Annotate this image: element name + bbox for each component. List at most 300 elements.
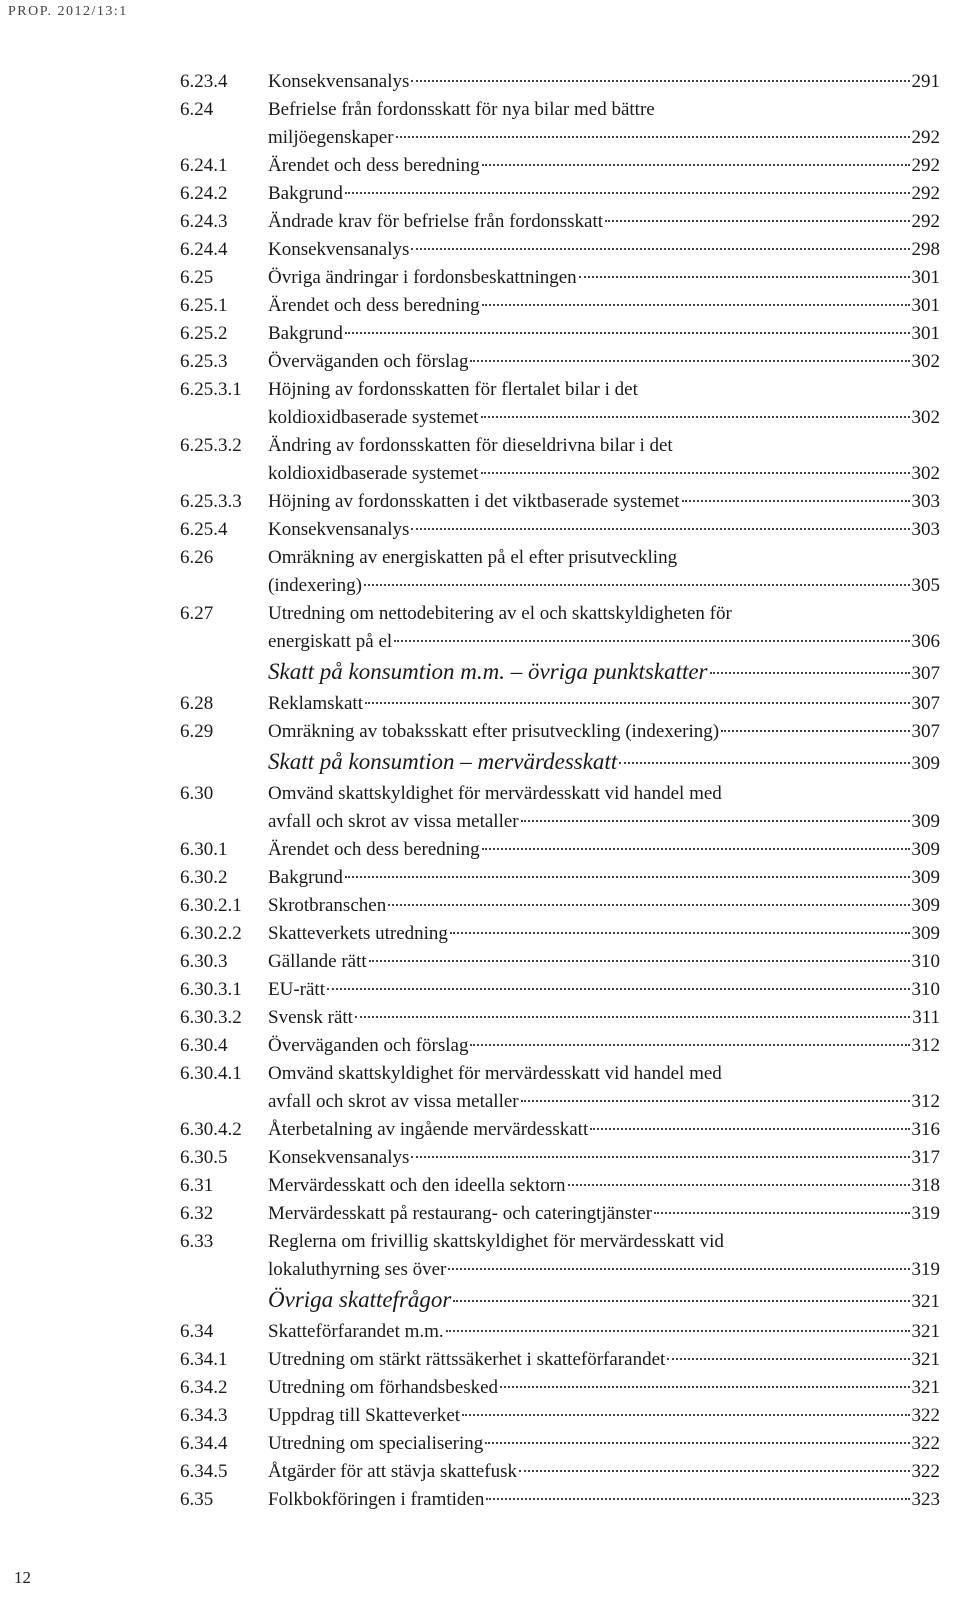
toc-entry-page: 301 bbox=[911, 323, 940, 344]
toc-entry-title bbox=[268, 544, 940, 600]
toc-entry[interactable] bbox=[180, 1116, 940, 1144]
dot-leader bbox=[519, 1470, 909, 1472]
toc-entry-text: Återbetalning av ingående mervärdesskatt bbox=[268, 1119, 589, 1140]
toc-entry-title bbox=[268, 920, 940, 948]
toc-entry-number: 6.30.3 bbox=[180, 951, 228, 972]
toc-entry-title-first-line: Befrielse från fordonsskatt för nya bilar med bättre bbox=[268, 99, 655, 120]
toc-entry-number: 6.34.4 bbox=[180, 1433, 228, 1454]
toc-entry-text: Bakgrund bbox=[268, 323, 343, 344]
toc-entry-number: 6.25.4 bbox=[180, 519, 228, 540]
toc-entry-text: Svensk rätt bbox=[268, 1007, 353, 1028]
toc-entry-text: Övriga skattefrågor bbox=[268, 1287, 452, 1312]
toc-entry-text: Konsekvensanalys bbox=[268, 519, 410, 540]
toc-entry-title bbox=[268, 1458, 940, 1486]
toc-entry[interactable] bbox=[180, 976, 940, 1004]
toc-entry-number: 6.30 bbox=[180, 783, 214, 804]
toc-entry-title bbox=[268, 376, 940, 432]
toc-entry-number: 6.27 bbox=[180, 603, 214, 624]
toc-entry-line bbox=[268, 320, 940, 348]
toc-entry-page: 312 bbox=[911, 1035, 940, 1056]
toc-entry-text: Utredning om förhandsbesked bbox=[268, 1377, 499, 1398]
toc-entry-line bbox=[268, 1402, 940, 1430]
toc-entry-title-first-line: Höjning av fordonsskatten för flertalet bilar i det bbox=[268, 379, 638, 400]
toc-entry[interactable] bbox=[180, 264, 940, 292]
toc-entry-page: 312 bbox=[911, 1091, 940, 1112]
dot-leader bbox=[446, 1330, 910, 1332]
toc-entry-number: 6.30.3.2 bbox=[180, 1007, 242, 1028]
toc-entry-text: Skrotbranschen bbox=[268, 895, 387, 916]
toc-entry-line bbox=[268, 264, 940, 292]
toc-entry-page: 292 bbox=[911, 155, 940, 176]
toc-entry-number: 6.25.3.1 bbox=[180, 379, 242, 400]
toc-entry-title bbox=[268, 1346, 940, 1374]
toc-entry-number: 6.24.4 bbox=[180, 239, 228, 260]
toc-entry-line bbox=[268, 1116, 940, 1144]
toc-entry-title-first-line: Omräkning av energiskatten på el efter prisutveckling bbox=[268, 547, 678, 568]
toc-entry-title bbox=[268, 96, 940, 152]
toc-entry-number: 6.26 bbox=[180, 547, 214, 568]
toc-entry-text: (indexering) bbox=[268, 575, 362, 596]
toc-entry-title bbox=[268, 1486, 940, 1514]
toc-entry-page: 321 bbox=[911, 1349, 940, 1370]
toc-entry-line bbox=[268, 746, 940, 780]
toc-entry-text: Omräkning av tobaksskatt efter prisutveckling (indexering) bbox=[268, 721, 720, 742]
toc-entry-page: 321 bbox=[911, 1321, 940, 1342]
dot-leader bbox=[462, 1414, 909, 1416]
toc-entry-page: 310 bbox=[911, 951, 940, 972]
toc-entry-line bbox=[268, 808, 940, 836]
dot-leader bbox=[345, 876, 910, 878]
toc-entry-line bbox=[268, 152, 940, 180]
toc-entry-line bbox=[268, 1032, 940, 1060]
toc-entry-number: 6.30.1 bbox=[180, 839, 228, 860]
toc-entry-page: 302 bbox=[911, 351, 940, 372]
toc-entry-line bbox=[268, 1004, 940, 1032]
toc-entry-title bbox=[268, 208, 940, 236]
toc-entry-page: 291 bbox=[911, 71, 940, 92]
toc-entry-line bbox=[268, 1284, 940, 1318]
toc-entry-number: 6.25.1 bbox=[180, 295, 228, 316]
toc-entry-number: 6.35 bbox=[180, 1489, 214, 1510]
toc-entry-line bbox=[268, 1486, 940, 1514]
toc-entry-line bbox=[268, 572, 940, 600]
toc-entry[interactable] bbox=[180, 96, 940, 152]
toc-entry-number: 6.32 bbox=[180, 1203, 214, 1224]
toc-entry-title bbox=[268, 1228, 940, 1284]
toc-entry-number: 6.28 bbox=[180, 693, 214, 714]
dot-leader bbox=[355, 1016, 910, 1018]
toc-entry-title bbox=[268, 1200, 940, 1228]
toc-entry-text: Konsekvensanalys bbox=[268, 1147, 410, 1168]
toc-entry[interactable] bbox=[180, 488, 940, 516]
toc-entry-title bbox=[268, 1374, 940, 1402]
dot-leader bbox=[481, 416, 910, 418]
toc-entry-number: 6.24.1 bbox=[180, 155, 228, 176]
toc-entry[interactable] bbox=[180, 1346, 940, 1374]
dot-leader bbox=[485, 1442, 909, 1444]
toc-entry-line bbox=[268, 1088, 940, 1116]
toc-entry-text: Konsekvensanalys bbox=[268, 71, 410, 92]
toc-entry[interactable] bbox=[180, 1004, 940, 1032]
dot-leader bbox=[411, 248, 909, 250]
toc-entry-title bbox=[268, 1172, 940, 1200]
toc-entry-text: lokaluthyrning ses över bbox=[268, 1259, 447, 1280]
toc-entry-title bbox=[268, 1318, 940, 1346]
dot-leader bbox=[411, 1156, 909, 1158]
toc-entry-number: 6.30.2.1 bbox=[180, 895, 242, 916]
toc-entry-line bbox=[268, 976, 940, 1004]
toc-entry[interactable] bbox=[180, 1458, 940, 1486]
toc-entry-title bbox=[268, 1116, 940, 1144]
toc-entry-line bbox=[268, 68, 940, 96]
toc-entry-title bbox=[268, 488, 940, 516]
toc-entry[interactable] bbox=[180, 780, 940, 836]
toc-entry-text: Reklamskatt bbox=[268, 693, 363, 714]
toc-section-heading[interactable] bbox=[180, 746, 940, 780]
toc-entry-number: 6.31 bbox=[180, 1175, 214, 1196]
dot-leader bbox=[394, 640, 909, 642]
toc-entry-page: 321 bbox=[911, 1291, 940, 1312]
toc-entry-line bbox=[268, 460, 940, 488]
toc-entry-page: 309 bbox=[911, 753, 940, 774]
toc-entry-number: 6.29 bbox=[180, 721, 214, 742]
toc-entry-title bbox=[268, 516, 940, 544]
toc-entry-title bbox=[268, 1430, 940, 1458]
dot-leader bbox=[619, 762, 909, 764]
toc-entry-text: Gällande rätt bbox=[268, 951, 367, 972]
dot-leader bbox=[521, 1100, 910, 1102]
toc-entry-text: Folkbokföringen i framtiden bbox=[268, 1489, 485, 1510]
toc-section-heading[interactable] bbox=[180, 656, 940, 690]
toc-entry-line bbox=[268, 690, 940, 718]
toc-entry-line bbox=[268, 348, 940, 376]
toc-entry-number: 6.30.4.1 bbox=[180, 1063, 242, 1084]
toc-entry-page: 311 bbox=[912, 1007, 940, 1028]
toc-entry-title-first-line: Omvänd skattskyldighet för mervärdesskatt vid handel med bbox=[268, 1063, 722, 1084]
toc-entry-title bbox=[268, 152, 940, 180]
toc-entry-page: 309 bbox=[911, 811, 940, 832]
toc-entry[interactable] bbox=[180, 948, 940, 976]
toc-entry-page: 306 bbox=[911, 631, 940, 652]
toc-entry[interactable] bbox=[180, 1486, 940, 1514]
toc-entry[interactable] bbox=[180, 920, 940, 948]
toc-entry-page: 309 bbox=[911, 839, 940, 860]
toc-entry-line bbox=[268, 236, 940, 264]
toc-entry-title bbox=[268, 180, 940, 208]
toc-entry-title-first-line: Omvänd skattskyldighet för mervärdesskatt vid handel med bbox=[268, 783, 722, 804]
toc-entry-title bbox=[268, 432, 940, 488]
toc-entry-line bbox=[268, 836, 940, 864]
toc-entry-title bbox=[268, 976, 940, 1004]
toc-entry-title bbox=[268, 864, 940, 892]
toc-entry-title bbox=[268, 948, 940, 976]
toc-entry-title bbox=[268, 718, 940, 746]
toc-entry[interactable] bbox=[180, 1060, 940, 1116]
toc-entry-title-first-line: Utredning om nettodebitering av el och skattskyldigheten för bbox=[268, 603, 732, 624]
toc-entry-number: 6.33 bbox=[180, 1231, 214, 1252]
dot-leader bbox=[482, 164, 910, 166]
toc-entry-page: 303 bbox=[911, 519, 940, 540]
toc-entry-title bbox=[268, 348, 940, 376]
toc-entry[interactable] bbox=[180, 348, 940, 376]
toc-entry[interactable] bbox=[180, 180, 940, 208]
toc-entry-number: 6.34.3 bbox=[180, 1405, 228, 1426]
toc-entry-page: 309 bbox=[911, 867, 940, 888]
toc-entry-text: Utredning om stärkt rättssäkerhet i skatteförfarandet bbox=[268, 1349, 666, 1370]
toc-entry[interactable] bbox=[180, 152, 940, 180]
toc-entry-page: 305 bbox=[911, 575, 940, 596]
toc-entry[interactable] bbox=[180, 1430, 940, 1458]
dot-leader bbox=[388, 904, 909, 906]
toc-entry-number: 6.25.2 bbox=[180, 323, 228, 344]
toc-entry[interactable] bbox=[180, 1032, 940, 1060]
dot-leader bbox=[654, 1212, 909, 1214]
toc-entry[interactable] bbox=[180, 1172, 940, 1200]
toc-entry-page: 309 bbox=[911, 923, 940, 944]
toc-entry-page: 322 bbox=[911, 1433, 940, 1454]
toc-entry-title bbox=[268, 320, 940, 348]
dot-leader bbox=[568, 1184, 910, 1186]
page-number: 12 bbox=[14, 1568, 31, 1587]
toc-entry-line bbox=[268, 1318, 940, 1346]
toc-entry-line bbox=[268, 892, 940, 920]
toc-entry-page: 322 bbox=[911, 1461, 940, 1482]
toc-entry-line bbox=[268, 208, 940, 236]
table-of-contents bbox=[180, 68, 940, 1514]
toc-entry-number: 6.34.1 bbox=[180, 1349, 228, 1370]
toc-entry-text: Övriga ändringar i fordonsbeskattningen bbox=[268, 267, 577, 288]
toc-entry-title bbox=[268, 1284, 940, 1318]
toc-entry-text: koldioxidbaserade systemet bbox=[268, 463, 479, 484]
toc-entry-title bbox=[268, 68, 940, 96]
toc-entry-page: 302 bbox=[911, 463, 940, 484]
toc-entry[interactable] bbox=[180, 864, 940, 892]
toc-entry-line bbox=[268, 292, 940, 320]
dot-leader bbox=[345, 192, 910, 194]
dot-leader bbox=[481, 472, 910, 474]
toc-entry-line bbox=[268, 628, 940, 656]
toc-entry-title bbox=[268, 264, 940, 292]
toc-entry[interactable] bbox=[180, 516, 940, 544]
toc-entry[interactable] bbox=[180, 208, 940, 236]
dot-leader bbox=[521, 820, 910, 822]
toc-entry-title bbox=[268, 892, 940, 920]
toc-entry-title bbox=[268, 690, 940, 718]
toc-entry-page: 310 bbox=[911, 979, 940, 1000]
toc-entry-text: EU-rätt bbox=[268, 979, 325, 1000]
toc-entry[interactable] bbox=[180, 1402, 940, 1430]
toc-entry-title bbox=[268, 1004, 940, 1032]
toc-entry-page: 319 bbox=[911, 1203, 940, 1224]
toc-entry-title bbox=[268, 1060, 940, 1116]
dot-leader bbox=[345, 332, 910, 334]
toc-entry-text: avfall och skrot av vissa metaller bbox=[268, 1091, 519, 1112]
toc-entry-number: 6.24.2 bbox=[180, 183, 228, 204]
toc-entry-line bbox=[268, 656, 940, 690]
toc-entry-text: Ärendet och dess beredning bbox=[268, 295, 480, 316]
toc-entry-text: Ärendet och dess beredning bbox=[268, 155, 480, 176]
toc-entry[interactable] bbox=[180, 544, 940, 600]
toc-entry-line bbox=[268, 1200, 940, 1228]
dot-leader bbox=[682, 500, 910, 502]
toc-entry-page: 301 bbox=[911, 267, 940, 288]
toc-entry-number: 6.30.3.1 bbox=[180, 979, 242, 1000]
running-header: PROP. 2012/13:1 bbox=[8, 4, 128, 19]
toc-entry-line bbox=[268, 1172, 940, 1200]
toc-entry-page: 307 bbox=[911, 721, 940, 742]
toc-entry-line bbox=[268, 1374, 940, 1402]
toc-entry[interactable] bbox=[180, 836, 940, 864]
toc-entry-number: 6.25.3.2 bbox=[180, 435, 242, 456]
toc-entry-text: Bakgrund bbox=[268, 183, 343, 204]
dot-leader bbox=[590, 1128, 909, 1130]
toc-entry[interactable] bbox=[180, 600, 940, 656]
dot-leader bbox=[470, 1044, 909, 1046]
toc-entry-page: 318 bbox=[911, 1175, 940, 1196]
toc-entry-line bbox=[268, 920, 940, 948]
toc-entry-text: Höjning av fordonsskatten i det viktbaserade systemet bbox=[268, 491, 680, 512]
toc-entry-title bbox=[268, 1032, 940, 1060]
toc-entry[interactable] bbox=[180, 892, 940, 920]
toc-entry-page: 307 bbox=[911, 663, 940, 684]
toc-entry-page: 317 bbox=[911, 1147, 940, 1168]
toc-entry-text: Mervärdesskatt och den ideella sektorn bbox=[268, 1175, 566, 1196]
toc-entry-number: 6.25.3 bbox=[180, 351, 228, 372]
toc-entry-text: koldioxidbaserade systemet bbox=[268, 407, 479, 428]
dot-leader bbox=[710, 672, 910, 674]
toc-entry-title bbox=[268, 780, 940, 836]
dot-leader bbox=[470, 360, 909, 362]
dot-leader bbox=[448, 1268, 909, 1270]
toc-entry-text: Skatt på konsumtion m.m. – övriga punktskatter bbox=[268, 659, 708, 684]
toc-entry[interactable] bbox=[180, 1318, 940, 1346]
toc-entry-number: 6.23.4 bbox=[180, 71, 228, 92]
dot-leader bbox=[482, 304, 910, 306]
dot-leader bbox=[450, 932, 910, 934]
dot-leader bbox=[579, 276, 910, 278]
toc-entry-page: 322 bbox=[911, 1405, 940, 1426]
dot-leader bbox=[327, 988, 910, 990]
toc-entry-page: 319 bbox=[911, 1259, 940, 1280]
toc-entry-text: avfall och skrot av vissa metaller bbox=[268, 811, 519, 832]
toc-entry-title bbox=[268, 1402, 940, 1430]
toc-entry-number: 6.25 bbox=[180, 267, 214, 288]
toc-entry-line bbox=[268, 1144, 940, 1172]
toc-entry-number: 6.25.3.3 bbox=[180, 491, 242, 512]
toc-entry-page: 292 bbox=[911, 127, 940, 148]
toc-entry-number: 6.30.4 bbox=[180, 1035, 228, 1056]
toc-entry-page: 292 bbox=[911, 183, 940, 204]
toc-entry-text: Skatteverkets utredning bbox=[268, 923, 448, 944]
dot-leader bbox=[605, 220, 909, 222]
toc-entry-text: Ändrade krav för befrielse från fordonsskatt bbox=[268, 211, 604, 232]
toc-entry-text: Skatt på konsumtion – mervärdesskatt bbox=[268, 749, 618, 774]
dot-leader bbox=[453, 1300, 909, 1302]
toc-entry-title bbox=[268, 1144, 940, 1172]
dot-leader bbox=[411, 528, 909, 530]
toc-entry-page: 307 bbox=[911, 693, 940, 714]
toc-entry-text: energiskatt på el bbox=[268, 631, 393, 652]
toc-entry-number: 6.30.5 bbox=[180, 1147, 228, 1168]
toc-entry[interactable] bbox=[180, 718, 940, 746]
dot-leader bbox=[369, 960, 910, 962]
toc-entry-title bbox=[268, 746, 940, 780]
toc-entry-number: 6.34.5 bbox=[180, 1461, 228, 1482]
toc-entry-text: miljöegenskaper bbox=[268, 127, 394, 148]
toc-entry-number: 6.24.3 bbox=[180, 211, 228, 232]
toc-entry[interactable] bbox=[180, 236, 940, 264]
toc-entry-title-first-line: Reglerna om frivillig skattskyldighet för mervärdesskatt vid bbox=[268, 1231, 724, 1252]
toc-entry-text: Ärendet och dess beredning bbox=[268, 839, 480, 860]
dot-leader bbox=[411, 80, 909, 82]
toc-entry-page: 323 bbox=[911, 1489, 940, 1510]
toc-entry-page: 309 bbox=[911, 895, 940, 916]
toc-entry[interactable] bbox=[180, 320, 940, 348]
toc-entry[interactable] bbox=[180, 1200, 940, 1228]
toc-entry-text: Överväganden och förslag bbox=[268, 1035, 469, 1056]
toc-entry-line bbox=[268, 948, 940, 976]
toc-entry-number: 6.34 bbox=[180, 1321, 214, 1342]
toc-entry-page: 298 bbox=[911, 239, 940, 260]
toc-entry-title-first-line: Ändring av fordonsskatten för dieseldrivna bilar i det bbox=[268, 435, 673, 456]
toc-entry[interactable] bbox=[180, 1228, 940, 1284]
toc-entry-text: Mervärdesskatt på restaurang- och cateringtjänster bbox=[268, 1203, 653, 1224]
toc-entry-page: 321 bbox=[911, 1377, 940, 1398]
toc-entry[interactable] bbox=[180, 690, 940, 718]
toc-entry-line bbox=[268, 124, 940, 152]
toc-entry-page: 292 bbox=[911, 211, 940, 232]
toc-entry[interactable] bbox=[180, 68, 940, 96]
toc-entry-title bbox=[268, 292, 940, 320]
toc-entry[interactable] bbox=[180, 432, 940, 488]
toc-entry-number: 6.30.2 bbox=[180, 867, 228, 888]
toc-entry-page: 303 bbox=[911, 491, 940, 512]
toc-entry-page: 302 bbox=[911, 407, 940, 428]
toc-entry-number: 6.30.4.2 bbox=[180, 1119, 242, 1140]
toc-entry-text: Uppdrag till Skatteverket bbox=[268, 1405, 461, 1426]
toc-entry-page: 316 bbox=[911, 1119, 940, 1140]
dot-leader bbox=[486, 1498, 909, 1500]
toc-entry-line bbox=[268, 1458, 940, 1486]
toc-entry-line bbox=[268, 1256, 940, 1284]
dot-leader bbox=[667, 1358, 909, 1360]
toc-entry-line bbox=[268, 864, 940, 892]
toc-entry-title bbox=[268, 236, 940, 264]
toc-entry-number: 6.24 bbox=[180, 99, 214, 120]
toc-entry-text: Bakgrund bbox=[268, 867, 343, 888]
toc-entry-title bbox=[268, 656, 940, 690]
dot-leader bbox=[721, 730, 909, 732]
toc-entry-text: Överväganden och förslag bbox=[268, 351, 469, 372]
toc-section-heading[interactable] bbox=[180, 1284, 940, 1318]
toc-entry[interactable] bbox=[180, 292, 940, 320]
toc-entry-text: Konsekvensanalys bbox=[268, 239, 410, 260]
toc-entry[interactable] bbox=[180, 1374, 940, 1402]
toc-entry-line bbox=[268, 516, 940, 544]
dot-leader bbox=[365, 702, 910, 704]
dot-leader bbox=[500, 1386, 909, 1388]
toc-entry[interactable] bbox=[180, 376, 940, 432]
toc-entry-line bbox=[268, 1346, 940, 1374]
toc-entry-line bbox=[268, 488, 940, 516]
toc-entry-number: 6.34.2 bbox=[180, 1377, 228, 1398]
toc-entry-title bbox=[268, 600, 940, 656]
toc-entry-line bbox=[268, 404, 940, 432]
toc-entry-text: Åtgärder för att stävja skattefusk bbox=[268, 1461, 518, 1482]
dot-leader bbox=[396, 136, 910, 138]
toc-entry-number: 6.30.2.2 bbox=[180, 923, 242, 944]
toc-entry[interactable] bbox=[180, 1144, 940, 1172]
